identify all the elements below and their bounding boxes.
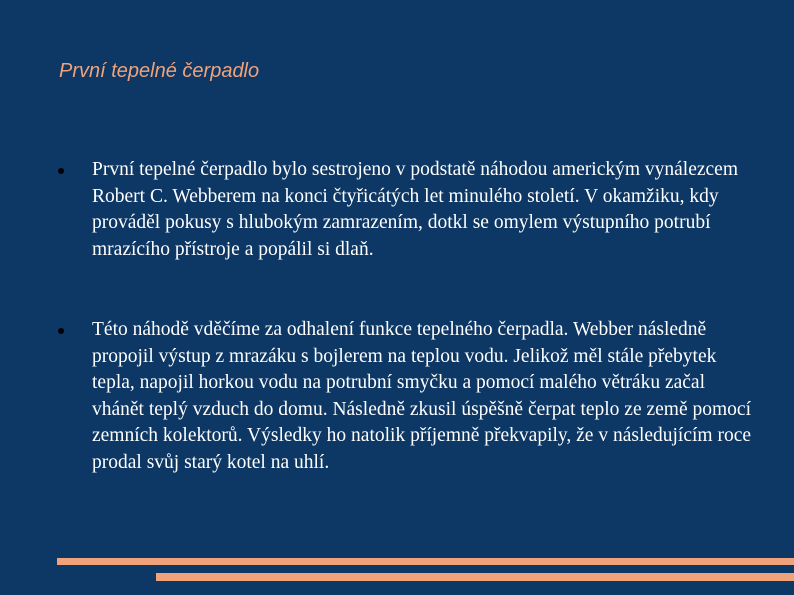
bullet-item xyxy=(92,317,752,476)
accent-bar-bottom xyxy=(156,573,794,581)
accent-bar-top xyxy=(57,558,794,565)
bullet-text: Této náhodě vděčíme za odhalení funkce tepelného čerpadla. Webber následně propojil výstup z mrazáku s bojlerem na teplou vodu. Jelikož měl stále přebytek tepla, napojil horkou vodu na potrubní smyčku a pomocí malého větráku začal vhánět teplý vzduch do domu. Následně zkusil úspěšně čerpat teplo ze země pomocí zemních kolektorů. Výsledky ho natolik příjemně překvapily, že v následujícím roce prodal svůj starý kotel na uhlí. xyxy=(92,319,752,473)
bullet-dot-icon xyxy=(58,168,64,174)
bullet-item xyxy=(92,157,752,263)
bullet-text: První tepelné čerpadlo bylo sestrojeno v podstatě náhodou americkým vynálezcem Robert C. Webberem na konci čtyřicátých let minulého století. V okamžiku, kdy prováděl pokusy s hlubokým zamrazením, dotkl se omylem výstupního potrubí mrazícího přístroje a popálil si dlaň. xyxy=(92,159,739,260)
slide-title: První tepelné čerpadlo xyxy=(59,60,260,82)
bullet-dot-icon xyxy=(58,328,64,334)
